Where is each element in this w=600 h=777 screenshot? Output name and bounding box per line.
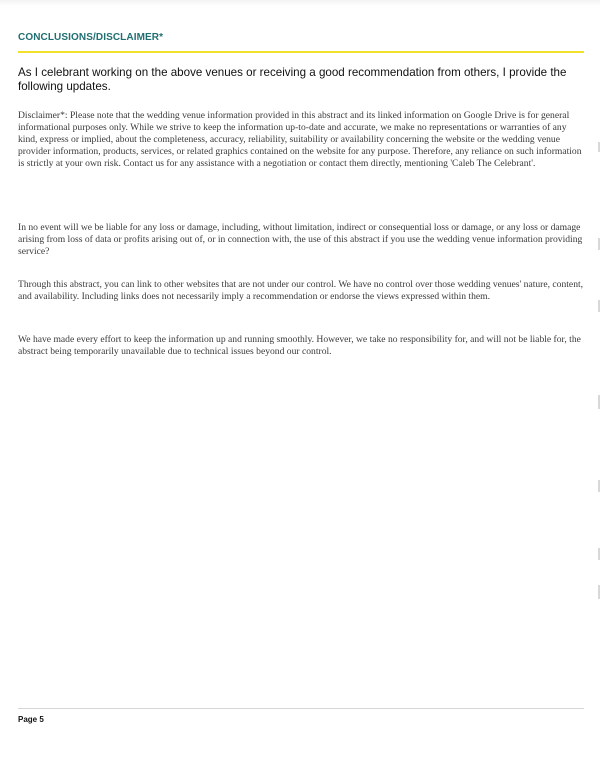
availability-paragraph: We have made every effort to keep the information up and running smoothly. However, we take no responsibility for, and will not be liable for, the abstract being temporarily unavailable due to technical issues beyond our control. [18,334,581,357]
intro-text: As I celebrant working on the above venues or receiving a good recommendation from others, I provide the following updates. [18,66,567,93]
disclaimer-paragraph: Disclaimer*: Please note that the wedding venue information provided in this abstract and its linked information on Google Drive is for general informational purposes only. While we strive to keep the information up-to-date and accurate, we make no representations or warranties of any kind, express or implied, about the completeness, accuracy, reliability, suitability or availability concerning the website or the wedding venue provider information, products, services, or related graphics contained on the website for any purpose. Therefore, any reliance on such information is strictly at your own risk. Contact us for any assistance with a negotiation or contact them directly, mentioning 'Caleb The Celebrant'. [18,110,582,169]
heading-divider [18,51,584,53]
liability-paragraph: In no event will we be liable for any loss or damage, including, without limitation, indirect or consequential loss or damage, or any loss or damage arising from loss of data or profits arising out of, or in connection with, the use of this abstract if you use the wedding venue information providing service? [18,222,583,257]
footer-divider [18,708,584,709]
page-number: Page 5 [18,715,44,724]
external-links-paragraph: Through this abstract, you can link to other websites that are not under our control. We have no control over those wedding venues' nature, content, and availability. Including links does not necessarily imply a recommendation or endorse the views expressed within them. [18,279,584,302]
page-top-edge [0,0,600,6]
section-heading: CONCLUSIONS/DISCLAIMER* [18,32,164,43]
